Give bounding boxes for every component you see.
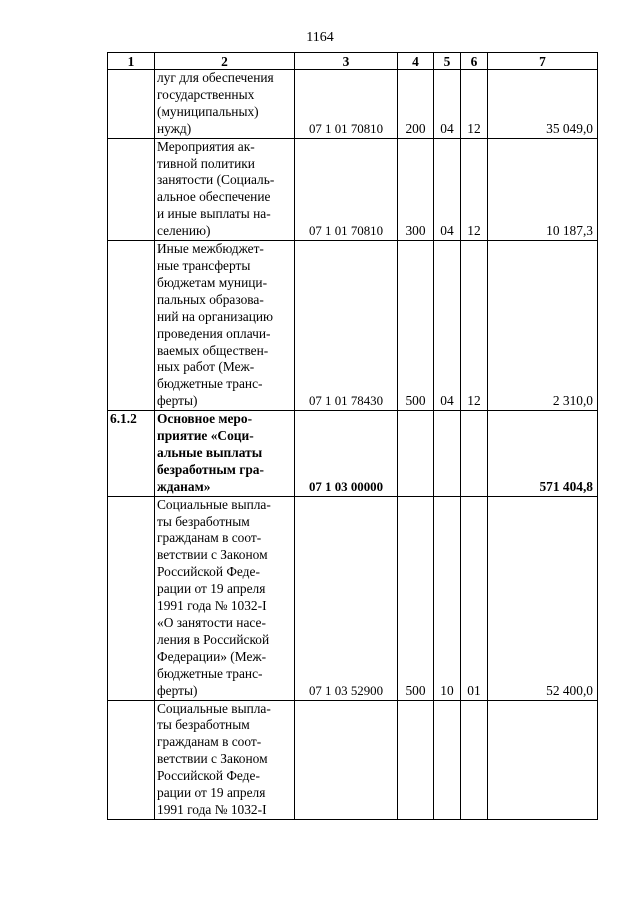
code-cell: 07 1 03 52900 [295, 496, 398, 700]
amount-cell: 52 400,0 [488, 496, 598, 700]
table-row [108, 241, 598, 411]
description-line: Мероприятия ак- [157, 138, 255, 154]
header-row [108, 53, 598, 70]
budget-table [107, 52, 598, 820]
column-header: 6 [461, 53, 488, 70]
section-cell [434, 700, 461, 819]
description-line: ваемых обществен- [157, 342, 269, 358]
subsection-cell [461, 411, 488, 497]
amount-cell [488, 700, 598, 819]
column-header: 3 [295, 53, 398, 70]
row-number-cell [108, 700, 155, 819]
type-cell: 300 [398, 138, 434, 240]
description-line: ферты) [157, 393, 198, 409]
table-row [108, 700, 598, 819]
type-cell: 500 [398, 241, 434, 411]
amount-cell: 571 404,8 [488, 411, 598, 497]
description-line: луг для обеспечения [157, 70, 274, 85]
description-line: бюджетные транс- [157, 376, 263, 392]
description-line: пальных образова- [157, 291, 264, 307]
code-cell: 07 1 01 78430 [295, 241, 398, 411]
code-cell: 07 1 01 70810 [295, 138, 398, 240]
description-line: альное обеспечение [157, 189, 271, 205]
row-number-cell [108, 70, 155, 139]
type-cell [398, 411, 434, 497]
amount-cell: 2 310,0 [488, 241, 598, 411]
subsection-cell [461, 700, 488, 819]
description-line: рации от 19 апреля [157, 785, 266, 801]
row-number-cell [108, 241, 155, 411]
description-line: гражданам в соот- [157, 734, 262, 750]
description-line: Российской Феде- [157, 768, 260, 784]
description-line: ферты) [157, 682, 198, 698]
description-line: государственных [157, 86, 255, 102]
column-header: 1 [108, 53, 155, 70]
column-header: 2 [155, 53, 295, 70]
amount-cell: 35 049,0 [488, 70, 598, 139]
column-header: 4 [398, 53, 434, 70]
type-cell: 500 [398, 496, 434, 700]
subsection-cell: 12 [461, 241, 488, 411]
description-cell [155, 496, 295, 700]
description-line: ления в Российской [157, 631, 270, 647]
table-row [108, 138, 598, 240]
description-cell [155, 700, 295, 819]
description-line: безработным гра- [157, 461, 264, 477]
description-line: проведения оплачи- [157, 325, 271, 341]
description-cell [155, 70, 295, 139]
code-cell: 07 1 01 70810 [295, 70, 398, 139]
description-line: Социальные выпла- [157, 496, 271, 512]
description-line: ты безработным [157, 717, 250, 733]
subsection-cell: 12 [461, 70, 488, 139]
amount-cell: 10 187,3 [488, 138, 598, 240]
code-cell: 07 1 03 00000 [295, 411, 398, 497]
row-number-cell [108, 496, 155, 700]
column-header: 5 [434, 53, 461, 70]
description-line: 1991 года № 1032-I [157, 801, 267, 817]
description-line: ных работ (Меж- [157, 359, 255, 375]
description-line: тивной политики [157, 155, 255, 171]
description-line: селению) [157, 223, 211, 239]
description-line: ветствии с Законом [157, 547, 268, 563]
description-line: ветствии с Законом [157, 751, 268, 767]
section-cell: 04 [434, 70, 461, 139]
table-row [108, 70, 598, 139]
description-line: (муниципальных) [157, 103, 259, 119]
description-line: Социальные выпла- [157, 700, 271, 716]
row-number-cell: 6.1.2 [108, 411, 155, 497]
section-cell: 04 [434, 138, 461, 240]
description-line: гражданам в соот- [157, 530, 262, 546]
section-cell [434, 411, 461, 497]
description-line: занятости (Социаль- [157, 172, 275, 188]
row-number-cell [108, 138, 155, 240]
description-line: жданам» [157, 478, 211, 494]
section-cell: 04 [434, 241, 461, 411]
description-line: ты безработным [157, 513, 250, 529]
description-line: Федерации» (Меж- [157, 648, 267, 664]
subsection-cell: 12 [461, 138, 488, 240]
page-number: 1164 [306, 30, 334, 45]
description-cell [155, 241, 295, 411]
description-line: Иные межбюджет- [157, 241, 264, 257]
description-cell [155, 411, 295, 497]
subsection-cell: 01 [461, 496, 488, 700]
description-line: ные трансферты [157, 257, 251, 273]
column-header: 7 [488, 53, 598, 70]
description-line: бюджетам муници- [157, 274, 268, 290]
code-cell [295, 700, 398, 819]
description-line: альные выплаты [157, 444, 263, 460]
description-line: ний на организацию [157, 308, 274, 324]
description-line: Российской Феде- [157, 564, 260, 580]
description-line: рации от 19 апреля [157, 581, 266, 597]
description-line: приятие «Соци- [157, 428, 254, 444]
table-row [108, 411, 598, 497]
description-line: Основное меро- [157, 411, 253, 427]
type-cell [398, 700, 434, 819]
description-line: 1991 года № 1032-I [157, 598, 267, 614]
description-line: «О занятости насе- [157, 615, 266, 630]
description-line: нужд) [157, 120, 192, 136]
section-cell: 10 [434, 496, 461, 700]
description-line: бюджетные транс- [157, 665, 263, 681]
table-row [108, 496, 598, 700]
description-line: и иные выплаты на- [157, 206, 271, 222]
description-cell [155, 138, 295, 240]
type-cell: 200 [398, 70, 434, 139]
